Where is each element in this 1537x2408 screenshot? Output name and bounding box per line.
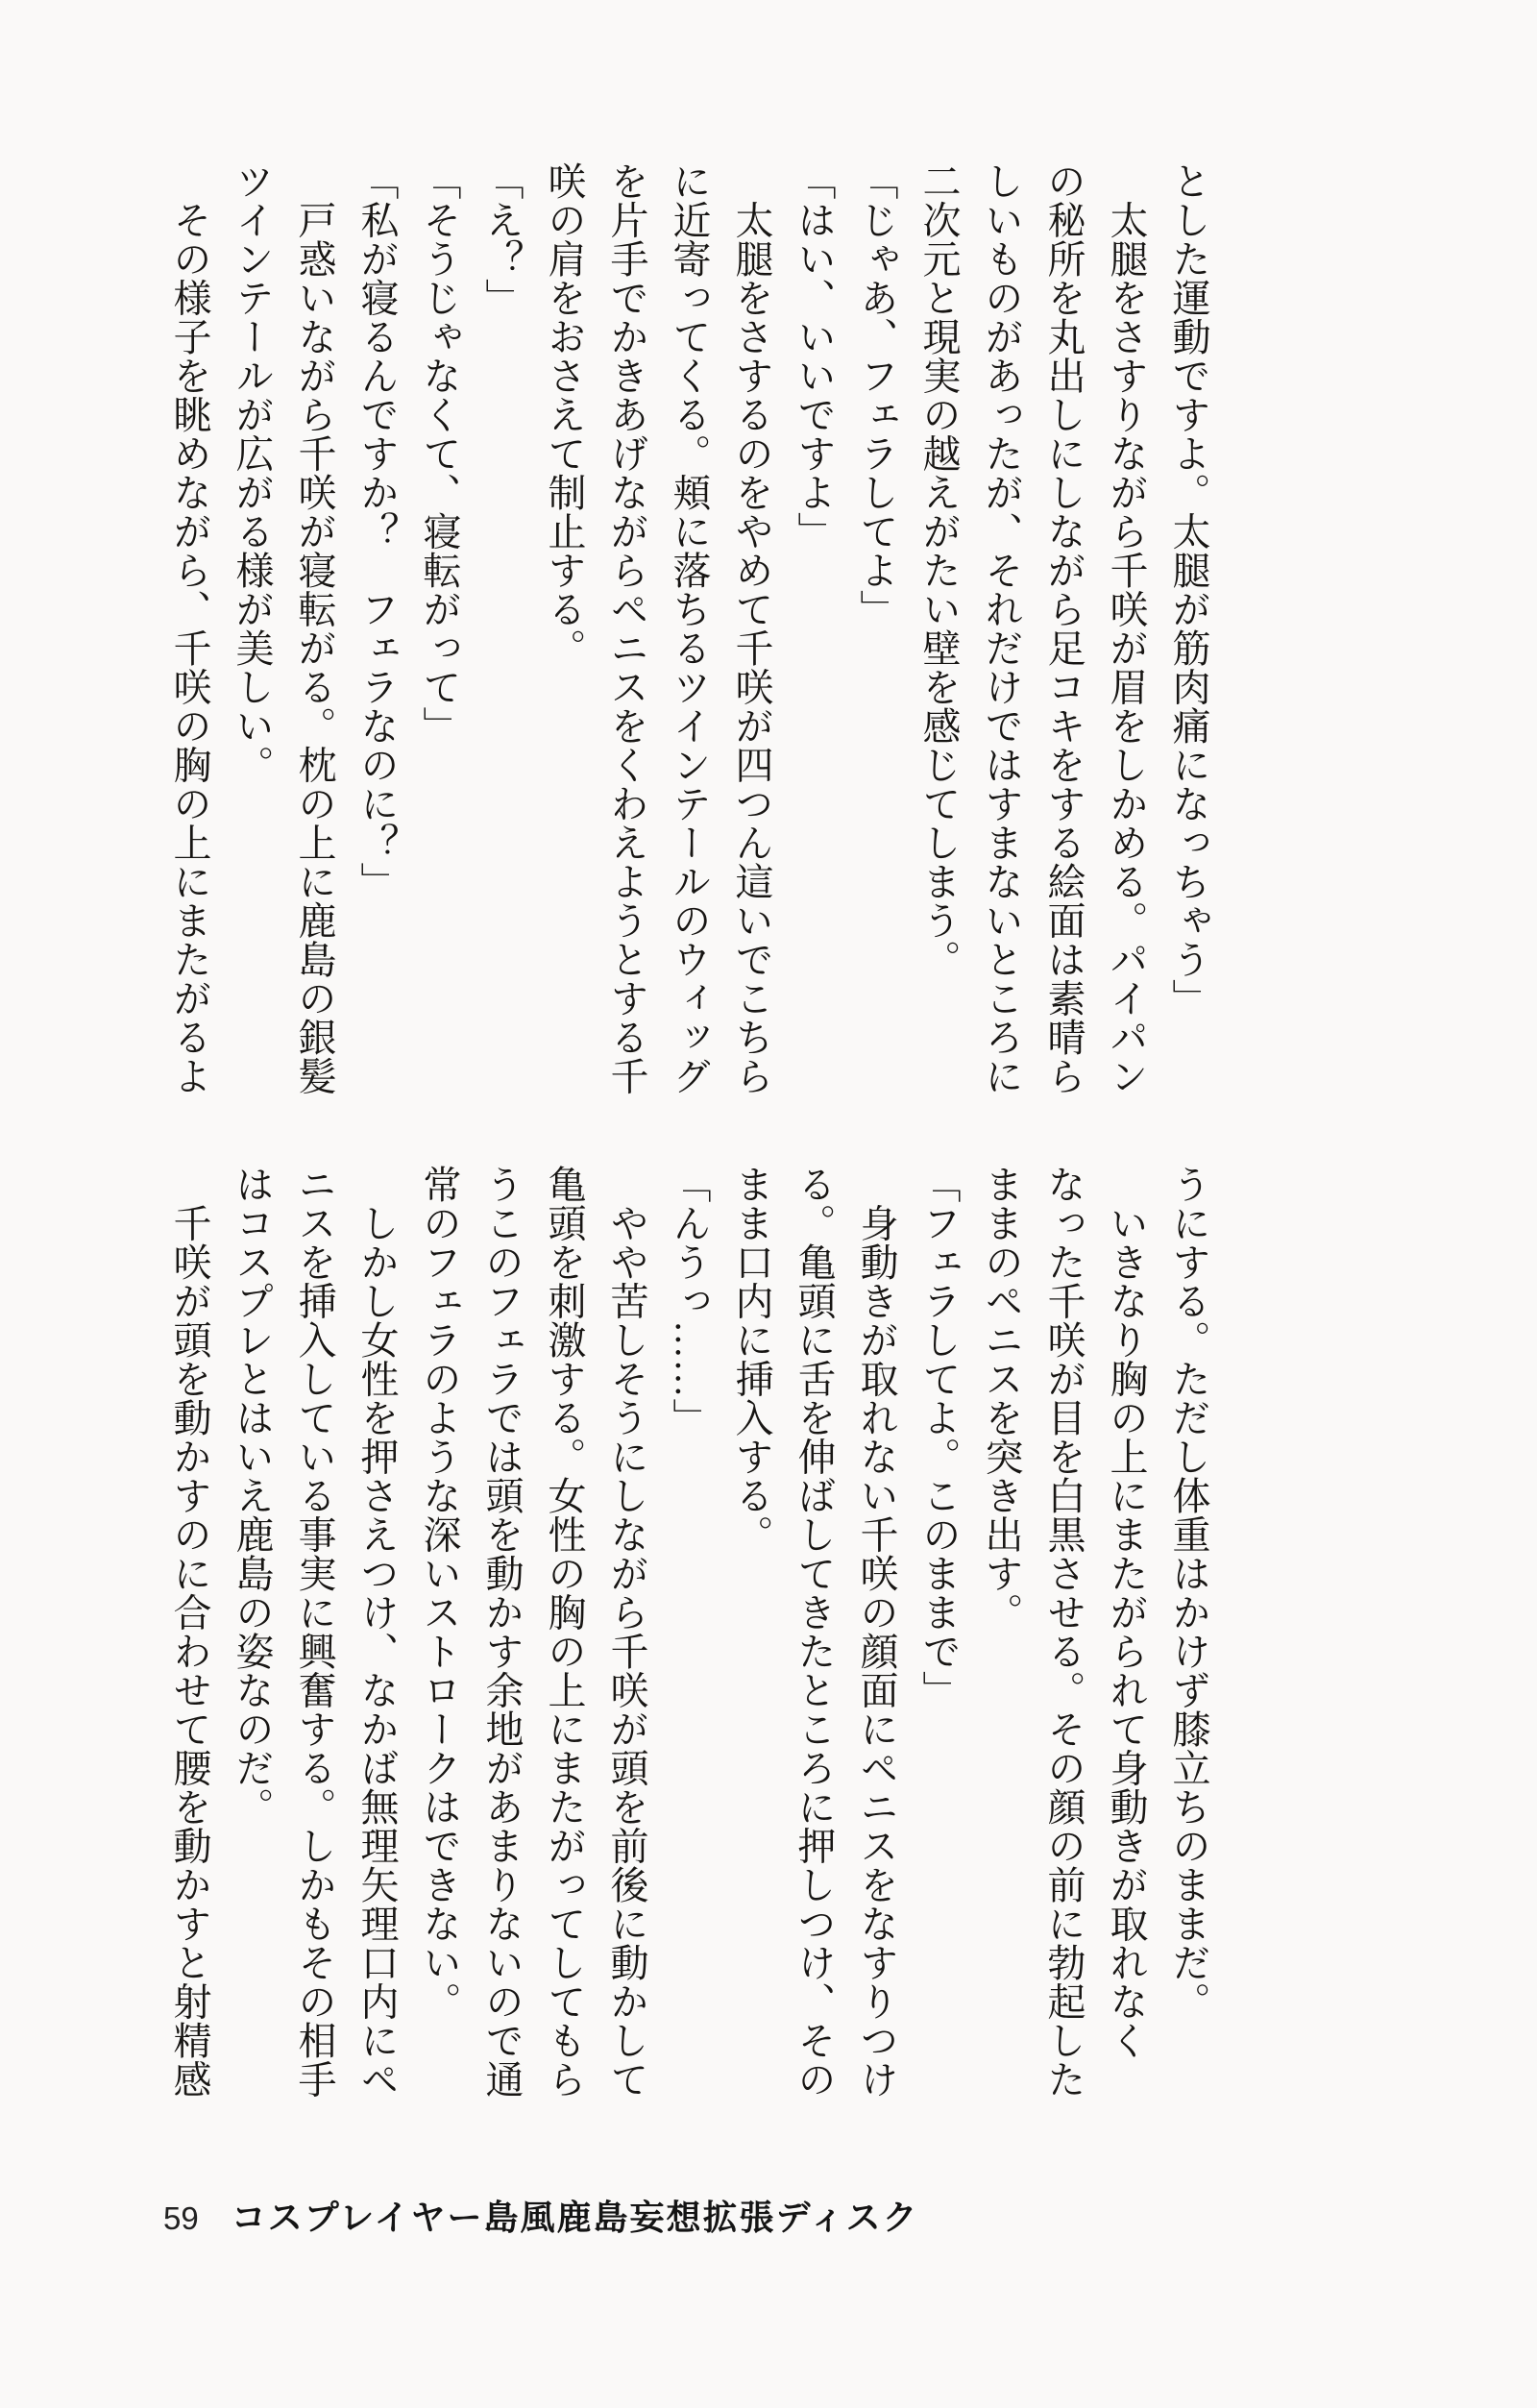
text-column: ままのペニスを突き出す。: [980, 1165, 1023, 1632]
text-column: 亀頭を刺激する。女性の胸の上にまたがってしてもら: [543, 1165, 586, 2099]
text-column: 「じゃあ、フェラしてよ」: [855, 161, 898, 628]
text-column: 戸惑いながら千咲が寝転がる。枕の上に鹿島の銀髪: [293, 161, 336, 1095]
text-column: うこのフェラでは頭を動かす余地があまりないので通: [480, 1165, 524, 2099]
text-column: 二次元と現実の越えがたい壁を感じてしまう。: [917, 161, 961, 979]
text-column: 「フェラしてよ。このままで」: [917, 1165, 961, 1709]
text-column: 「んうっ……」: [668, 1165, 711, 1437]
text-column: なった千咲が目を白黒させる。その顔の前に勃起した: [1042, 1165, 1086, 2099]
text-column: しいものがあったが、それだけではすまないところに: [980, 161, 1023, 1095]
text-column: に近寄ってくる。頬に落ちるツインテールのウィッグ: [668, 161, 711, 1095]
text-column: まま口内に挿入する。: [730, 1165, 773, 1554]
text-column: 千咲が頭を動かすのに合わせて腰を動かすと射精感: [168, 1165, 211, 2099]
text-column: 「そうじゃなくて、寝転がって」: [418, 161, 461, 746]
text-column: 太腿をさすりながら千咲が眉をしかめる。パイパン: [1105, 161, 1148, 1095]
bottom-text-block: [159, 1165, 1220, 2125]
text-column: 咲の肩をおさえて制止する。: [543, 161, 586, 668]
text-column: とした運動ですよ。太腿が筋肉痛になっちゃう」: [1167, 161, 1210, 1018]
footer-title: コスプレイヤー島風鹿島妄想拡張ディスク: [231, 2198, 919, 2237]
text-column: を片手でかきあげながらペニスをくわえようとする千: [605, 161, 648, 1095]
text-column: やや苦しそうにしながら千咲が頭を前後に動かして: [605, 1165, 648, 2099]
text-column: 太腿をさするのをやめて千咲が四つん這いでこちら: [730, 161, 773, 1095]
text-column: る。亀頭に舌を伸ばしてきたところに押しつけ、その: [793, 1165, 836, 2099]
top-text-block: [159, 161, 1220, 1122]
text-column: しかし女性を押さえつけ、なかば無理矢理口内にペ: [355, 1165, 399, 2099]
text-column: の秘所を丸出しにしながら足コキをする絵面は素晴ら: [1042, 161, 1086, 1095]
page-number: 59: [163, 2200, 199, 2236]
text-column: うにする。ただし体重はかけず膝立ちのままだ。: [1167, 1165, 1210, 2021]
text-column: いきなり胸の上にまたがられて身動きが取れなく: [1105, 1165, 1148, 2060]
text-column: 常のフェラのような深いストロークはできない。: [418, 1165, 461, 2021]
footer: [163, 2191, 919, 2240]
text-column: 「え？」: [480, 161, 524, 317]
text-column: ニスを挿入している事実に興奮する。しかもその相手: [293, 1165, 336, 2099]
text-column: その様子を眺めながら、千咲の胸の上にまたがるよ: [168, 161, 211, 1095]
text-column: 「はい、いいですよ」: [793, 161, 836, 551]
text-column: 「私が寝るんですか？ フェラなのに？」: [355, 161, 399, 901]
text-column: 身動きが取れない千咲の顔面にペニスをなすりつけ: [855, 1165, 898, 2099]
text-column: ツインテールが広がる様が美しい。: [231, 161, 274, 784]
text-column: はコスプレとはいえ鹿島の姿なのだ。: [231, 1165, 274, 1827]
